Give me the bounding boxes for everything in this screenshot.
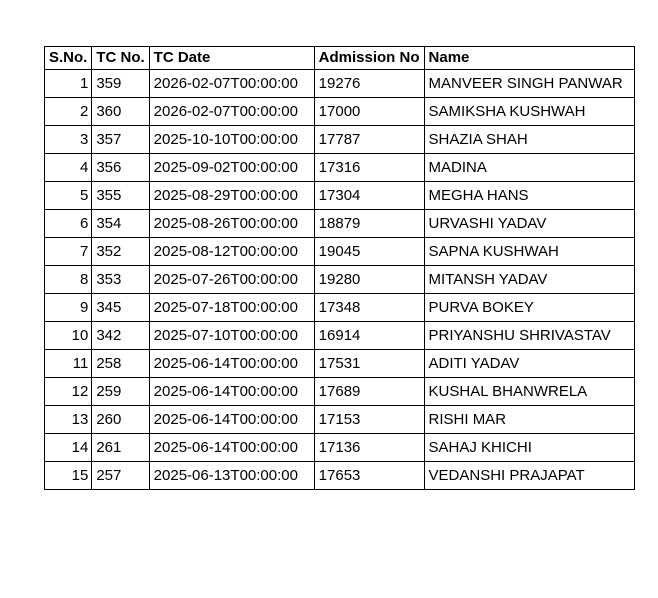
table-header xyxy=(45,47,635,70)
cell-tc-no: 353 xyxy=(92,266,149,294)
cell-name: ADITI YADAV xyxy=(424,350,634,378)
cell-admission-no: 17316 xyxy=(314,154,424,182)
cell-name: PURVA BOKEY xyxy=(424,294,634,322)
table-row xyxy=(45,322,635,350)
cell-admission-no: 17304 xyxy=(314,182,424,210)
cell-sno: 9 xyxy=(45,294,92,322)
table-row xyxy=(45,126,635,154)
cell-admission-no: 17153 xyxy=(314,406,424,434)
cell-tc-no: 359 xyxy=(92,70,149,98)
cell-name: MADINA xyxy=(424,154,634,182)
cell-name: VEDANSHI PRAJAPAT xyxy=(424,462,634,490)
table-row xyxy=(45,266,635,294)
cell-sno: 8 xyxy=(45,266,92,294)
cell-name: MANVEER SINGH PANWAR xyxy=(424,70,634,98)
table-row xyxy=(45,294,635,322)
cell-tc-date: 2026-02-07T00:00:00 xyxy=(149,98,314,126)
cell-name: SHAZIA SHAH xyxy=(424,126,634,154)
cell-tc-date: 2025-08-12T00:00:00 xyxy=(149,238,314,266)
table-row xyxy=(45,462,635,490)
cell-name: MEGHA HANS xyxy=(424,182,634,210)
cell-tc-no: 354 xyxy=(92,210,149,238)
table-row xyxy=(45,70,635,98)
cell-admission-no: 19280 xyxy=(314,266,424,294)
cell-tc-date: 2025-08-29T00:00:00 xyxy=(149,182,314,210)
cell-tc-no: 260 xyxy=(92,406,149,434)
table-row xyxy=(45,406,635,434)
cell-admission-no: 17531 xyxy=(314,350,424,378)
header-admission-no: Admission No xyxy=(314,47,424,70)
cell-tc-date: 2025-09-02T00:00:00 xyxy=(149,154,314,182)
cell-tc-no: 261 xyxy=(92,434,149,462)
cell-sno: 11 xyxy=(45,350,92,378)
cell-tc-date: 2025-06-14T00:00:00 xyxy=(149,434,314,462)
cell-sno: 7 xyxy=(45,238,92,266)
cell-tc-date: 2025-06-14T00:00:00 xyxy=(149,378,314,406)
cell-name: URVASHI YADAV xyxy=(424,210,634,238)
header-tc-date: TC Date xyxy=(149,47,314,70)
cell-sno: 1 xyxy=(45,70,92,98)
cell-tc-date: 2025-07-18T00:00:00 xyxy=(149,294,314,322)
cell-tc-no: 345 xyxy=(92,294,149,322)
cell-tc-date: 2025-07-10T00:00:00 xyxy=(149,322,314,350)
cell-name: PRIYANSHU SHRIVASTAV xyxy=(424,322,634,350)
table-row xyxy=(45,350,635,378)
cell-tc-no: 357 xyxy=(92,126,149,154)
table-row xyxy=(45,182,635,210)
cell-admission-no: 19045 xyxy=(314,238,424,266)
cell-tc-no: 257 xyxy=(92,462,149,490)
cell-tc-no: 355 xyxy=(92,182,149,210)
cell-sno: 5 xyxy=(45,182,92,210)
cell-name: KUSHAL BHANWRELA xyxy=(424,378,634,406)
table-row xyxy=(45,98,635,126)
cell-sno: 12 xyxy=(45,378,92,406)
cell-name: SAPNA KUSHWAH xyxy=(424,238,634,266)
cell-admission-no: 17348 xyxy=(314,294,424,322)
cell-tc-date: 2025-07-26T00:00:00 xyxy=(149,266,314,294)
table-row xyxy=(45,378,635,406)
cell-tc-no: 259 xyxy=(92,378,149,406)
header-row xyxy=(45,47,635,70)
cell-tc-date: 2025-06-14T00:00:00 xyxy=(149,406,314,434)
cell-admission-no: 17000 xyxy=(314,98,424,126)
cell-sno: 14 xyxy=(45,434,92,462)
cell-sno: 4 xyxy=(45,154,92,182)
cell-tc-no: 356 xyxy=(92,154,149,182)
header-sno: S.No. xyxy=(45,47,92,70)
cell-name: SAMIKSHA KUSHWAH xyxy=(424,98,634,126)
table-row xyxy=(45,154,635,182)
cell-admission-no: 16914 xyxy=(314,322,424,350)
cell-sno: 13 xyxy=(45,406,92,434)
table-row xyxy=(45,210,635,238)
cell-admission-no: 17653 xyxy=(314,462,424,490)
header-name: Name xyxy=(424,47,634,70)
cell-admission-no: 19276 xyxy=(314,70,424,98)
cell-admission-no: 17136 xyxy=(314,434,424,462)
cell-tc-no: 360 xyxy=(92,98,149,126)
cell-admission-no: 18879 xyxy=(314,210,424,238)
cell-tc-date: 2025-06-14T00:00:00 xyxy=(149,350,314,378)
cell-sno: 6 xyxy=(45,210,92,238)
cell-tc-date: 2026-02-07T00:00:00 xyxy=(149,70,314,98)
header-tc-no: TC No. xyxy=(92,47,149,70)
cell-tc-no: 258 xyxy=(92,350,149,378)
cell-sno: 10 xyxy=(45,322,92,350)
cell-tc-no: 352 xyxy=(92,238,149,266)
cell-sno: 15 xyxy=(45,462,92,490)
cell-name: SAHAJ KHICHI xyxy=(424,434,634,462)
table-row xyxy=(45,238,635,266)
cell-tc-date: 2025-08-26T00:00:00 xyxy=(149,210,314,238)
cell-sno: 2 xyxy=(45,98,92,126)
cell-sno: 3 xyxy=(45,126,92,154)
cell-name: RISHI MAR xyxy=(424,406,634,434)
cell-tc-no: 342 xyxy=(92,322,149,350)
cell-tc-date: 2025-06-13T00:00:00 xyxy=(149,462,314,490)
cell-admission-no: 17787 xyxy=(314,126,424,154)
tc-table xyxy=(44,46,635,490)
cell-tc-date: 2025-10-10T00:00:00 xyxy=(149,126,314,154)
cell-admission-no: 17689 xyxy=(314,378,424,406)
cell-name: MITANSH YADAV xyxy=(424,266,634,294)
table-body xyxy=(45,70,635,490)
table-row xyxy=(45,434,635,462)
